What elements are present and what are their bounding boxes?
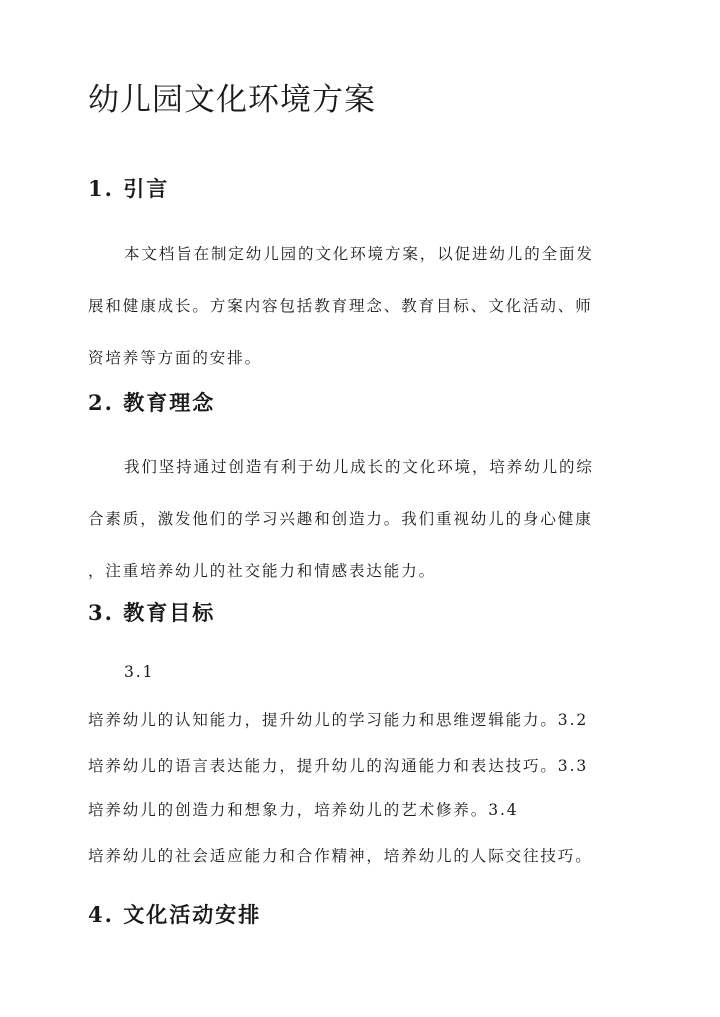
- section-heading-education-goals: 3. 教育目标: [88, 600, 216, 625]
- goal-line: 培养幼儿的社会适应能力和合作精神，培养幼儿的人际交往技巧。: [88, 847, 593, 865]
- goal-line: 培养幼儿的语言表达能力，提升幼儿的沟通能力和表达技巧。3.3: [88, 757, 589, 775]
- goal-line: 培养幼儿的创造力和想象力，培养幼儿的艺术修养。3.4: [88, 801, 519, 819]
- paragraph-line: 本文档旨在制定幼儿园的文化环境方案，以促进幼儿的全面发: [124, 245, 594, 263]
- paragraph-line: 合素质，激发他们的学习兴趣和创造力。我们重视幼儿的身心健康: [88, 510, 593, 528]
- paragraph-line: 展和健康成长。方案内容包括教育理念、教育目标、文化活动、师: [88, 297, 593, 315]
- section-paragraph-introduction: [88, 228, 636, 384]
- goal-number: 3.1: [124, 663, 155, 681]
- section-heading-education-philosophy: 2. 教育理念: [88, 390, 216, 415]
- section-paragraph-education-philosophy: [88, 441, 636, 597]
- paragraph-line: 资培养等方面的安排。: [88, 349, 263, 367]
- document-title: 幼儿园文化环境方案: [88, 82, 376, 118]
- paragraph-line: 我们坚持通过创造有利于幼儿成长的文化环境，培养幼儿的综: [124, 458, 594, 476]
- section-heading-cultural-activities: 4. 文化活动安排: [88, 902, 262, 927]
- goal-line: 培养幼儿的认知能力，提升幼儿的学习能力和思维逻辑能力。3.2: [88, 711, 589, 729]
- paragraph-line: ，注重培养幼儿的社交能力和情感表达能力。: [88, 562, 437, 580]
- section-heading-introduction: 1. 引言: [88, 176, 170, 201]
